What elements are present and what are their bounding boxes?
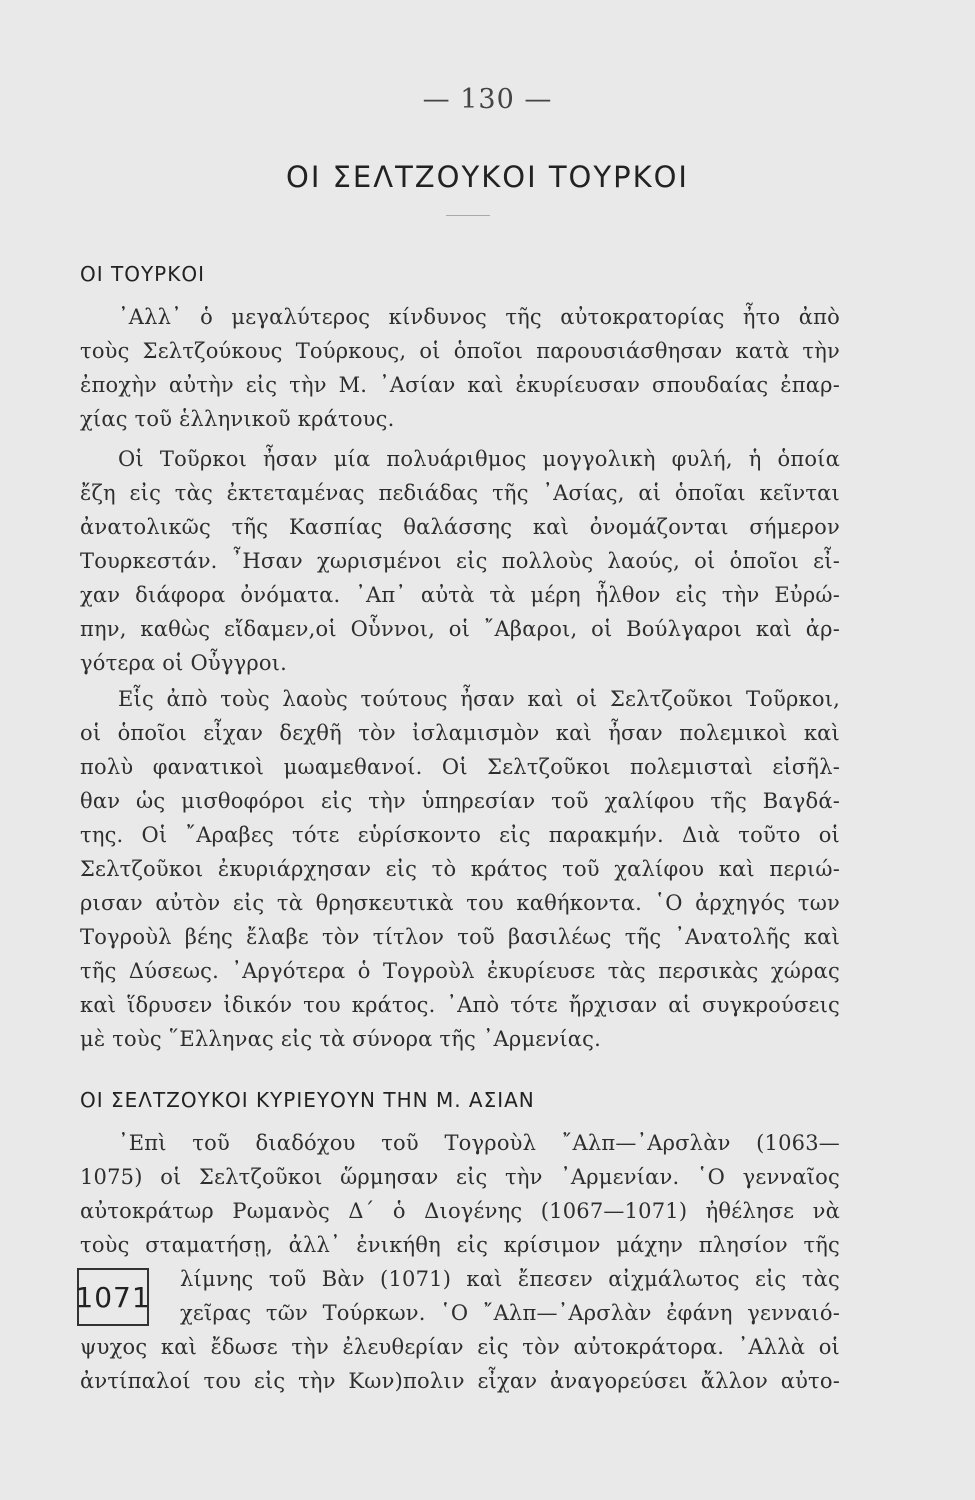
paragraph-line: Τουρκεστάν. ῏Ησαν χωρισμένοι εἰς πολλοὺς λαούς, οἱ ὁποῖοι εἶ- bbox=[80, 549, 840, 573]
paragraph-line: 1075) οἱ Σελτζοῦκοι ὥρμησαν εἰς τὴν ᾿Αρμενίαν. ῾Ο γενναῖος bbox=[80, 1165, 840, 1189]
paragraph-line: ἀντίπαλοί του εἰς τὴν Κων)πολιν εἶχαν ἀναγορεύσει ἄλλον αὐτο- bbox=[80, 1369, 840, 1393]
paragraph-line: μὲ τοὺς ῞Ελληνας εἰς τὰ σύνορα τῆς ᾿Αρμενίας. bbox=[80, 1027, 601, 1051]
paragraph-line: Τογροὺλ βέης ἔλαβε τὸν τίτλον τοῦ βασιλέως τῆς ᾿Ανατολῆς καὶ bbox=[80, 925, 840, 949]
paragraph-line: χεῖρας τῶν Τούρκων. ῾Ο ῎Αλπ—᾿Αρσλὰν ἐφάνη γενναιό- bbox=[180, 1301, 840, 1325]
paragraph-line: ᾿Επὶ τοῦ διαδόχου τοῦ Τογροὺλ ῎Αλπ—᾿Αρσλὰν (1063— bbox=[118, 1131, 840, 1155]
paragraph-line: πολὺ φανατικοὶ μωαμεθανοί. Οἱ Σελτζοῦκοι πολεμισταὶ εἰσῆλ- bbox=[80, 755, 840, 779]
paragraph-line: οἱ ὁποῖοι εἶχαν δεχθῆ τὸν ἰσλαμισμὸν καὶ ἦσαν πολεμικοὶ καὶ bbox=[80, 721, 840, 745]
paragraph-line: καὶ ἵδρυσεν ἰδικόν του κράτος. ᾿Απὸ τότε ἤρχισαν αἱ συγκρούσεις bbox=[80, 993, 840, 1017]
paragraph-line: Εἷς ἀπὸ τοὺς λαοὺς τούτους ἦσαν καὶ οἱ Σελτζοῦκοι Τοῦρκοι, bbox=[118, 687, 840, 711]
paragraph-line: ψυχος καὶ ἔδωσε τὴν ἐλευθερίαν εἰς τὸν αὐτοκράτορα. ᾿Αλλὰ οἱ bbox=[80, 1335, 840, 1359]
margin-date-box: 1071 bbox=[77, 1268, 149, 1326]
paragraph-line: ἀνατολικῶς τῆς Κασπίας θαλάσσης καὶ ὀνομάζονται σήμερον bbox=[80, 515, 840, 539]
paragraph-line: χαν διάφορα ὀνόματα. ᾿Απ᾿ αὐτὰ τὰ μέρη ἦλθον εἰς τὴν Εὐρώ- bbox=[80, 583, 840, 607]
paragraph-line: πην, καθὼς εἴδαμεν,οἱ Οὗννοι, οἱ ῎Αβαροι, οἱ Βούλγαροι καὶ ἀρ- bbox=[80, 617, 840, 641]
chapter-title: ΟΙ ΣΕΛΤΖΟΥΚΟΙ ΤΟΥΡΚΟΙ bbox=[286, 160, 689, 194]
paragraph-line: ρισαν αὐτὸν εἰς τὰ θρησκευτικὰ του καθήκοντα. ῾Ο ἀρχηγός των bbox=[80, 891, 840, 915]
paragraph-line: ᾿Αλλ᾿ ὁ μεγαλύτερος κίνδυνος τῆς αὐτοκρατορίας ἦτο ἀπὸ bbox=[118, 305, 840, 329]
page-number: — 130 — bbox=[422, 84, 553, 115]
paragraph-line: αὐτοκράτωρ Ρωμανὸς Δ΄ ὁ Διογένης (1067—1071) ἠθέλησε νὰ bbox=[80, 1199, 840, 1223]
paragraph-line: θαν ὡς μισθοφόροι εἰς τὴν ὑπηρεσίαν τοῦ χαλίφου τῆς Βαγδά- bbox=[80, 789, 840, 813]
section-heading-turks: ΟΙ ΤΟΥΡΚΟΙ bbox=[80, 262, 205, 286]
paragraph-line: τοὺς Σελτζούκους Τούρκους, οἱ ὁποῖοι παρουσιάσθησαν κατὰ τὴν bbox=[80, 339, 840, 363]
paragraph-line: λίμνης τοῦ Βὰν (1071) καὶ ἔπεσεν αἰχμάλωτος εἰς τὰς bbox=[180, 1267, 840, 1291]
paragraph-line: ἔζη εἰς τὰς ἐκτεταμένας πεδιάδας τῆς ᾿Ασίας, αἱ ὁποῖαι κεῖνται bbox=[80, 481, 840, 505]
paragraph-line: της. Οἱ ῎Αραβες τότε εὑρίσκοντο εἰς παρακμήν. Διὰ τοῦτο οἱ bbox=[80, 823, 840, 847]
paragraph-line: Σελτζοῦκοι ἐκυριάρχησαν εἰς τὸ κράτος τοῦ χαλίφου καὶ περιώ- bbox=[80, 857, 840, 881]
paragraph-line: τοὺς σταματήσῃ, ἀλλ᾿ ἐνικήθη εἰς κρίσιμον μάχην πλησίον τῆς bbox=[80, 1233, 840, 1257]
paragraph-line: χίας τοῦ ἑλληνικοῦ κράτους. bbox=[80, 407, 395, 431]
paragraph-line: ἐποχὴν αὐτὴν εἰς τὴν Μ. ᾿Ασίαν καὶ ἐκυρίευσαν σπουδαίας ἐπαρ- bbox=[80, 373, 840, 397]
title-divider bbox=[446, 215, 490, 216]
paragraph-line: Οἱ Τοῦρκοι ἦσαν μία πολυάριθμος μογγολικὴ φυλή, ἡ ὁποία bbox=[118, 447, 840, 471]
paragraph-line: τῆς Δύσεως. ᾿Αργότερα ὁ Τογροὺλ ἐκυρίευσε τὰς περσικὰς χώρας bbox=[80, 959, 840, 983]
paragraph-line: γότερα οἱ Οὖγγροι. bbox=[80, 651, 288, 675]
section-heading-seljuks: ΟΙ ΣΕΛΤΖΟΥΚΟΙ ΚΥΡΙΕΥΟΥΝ ΤΗΝ Μ. ΑΣΙΑΝ bbox=[80, 1088, 535, 1112]
